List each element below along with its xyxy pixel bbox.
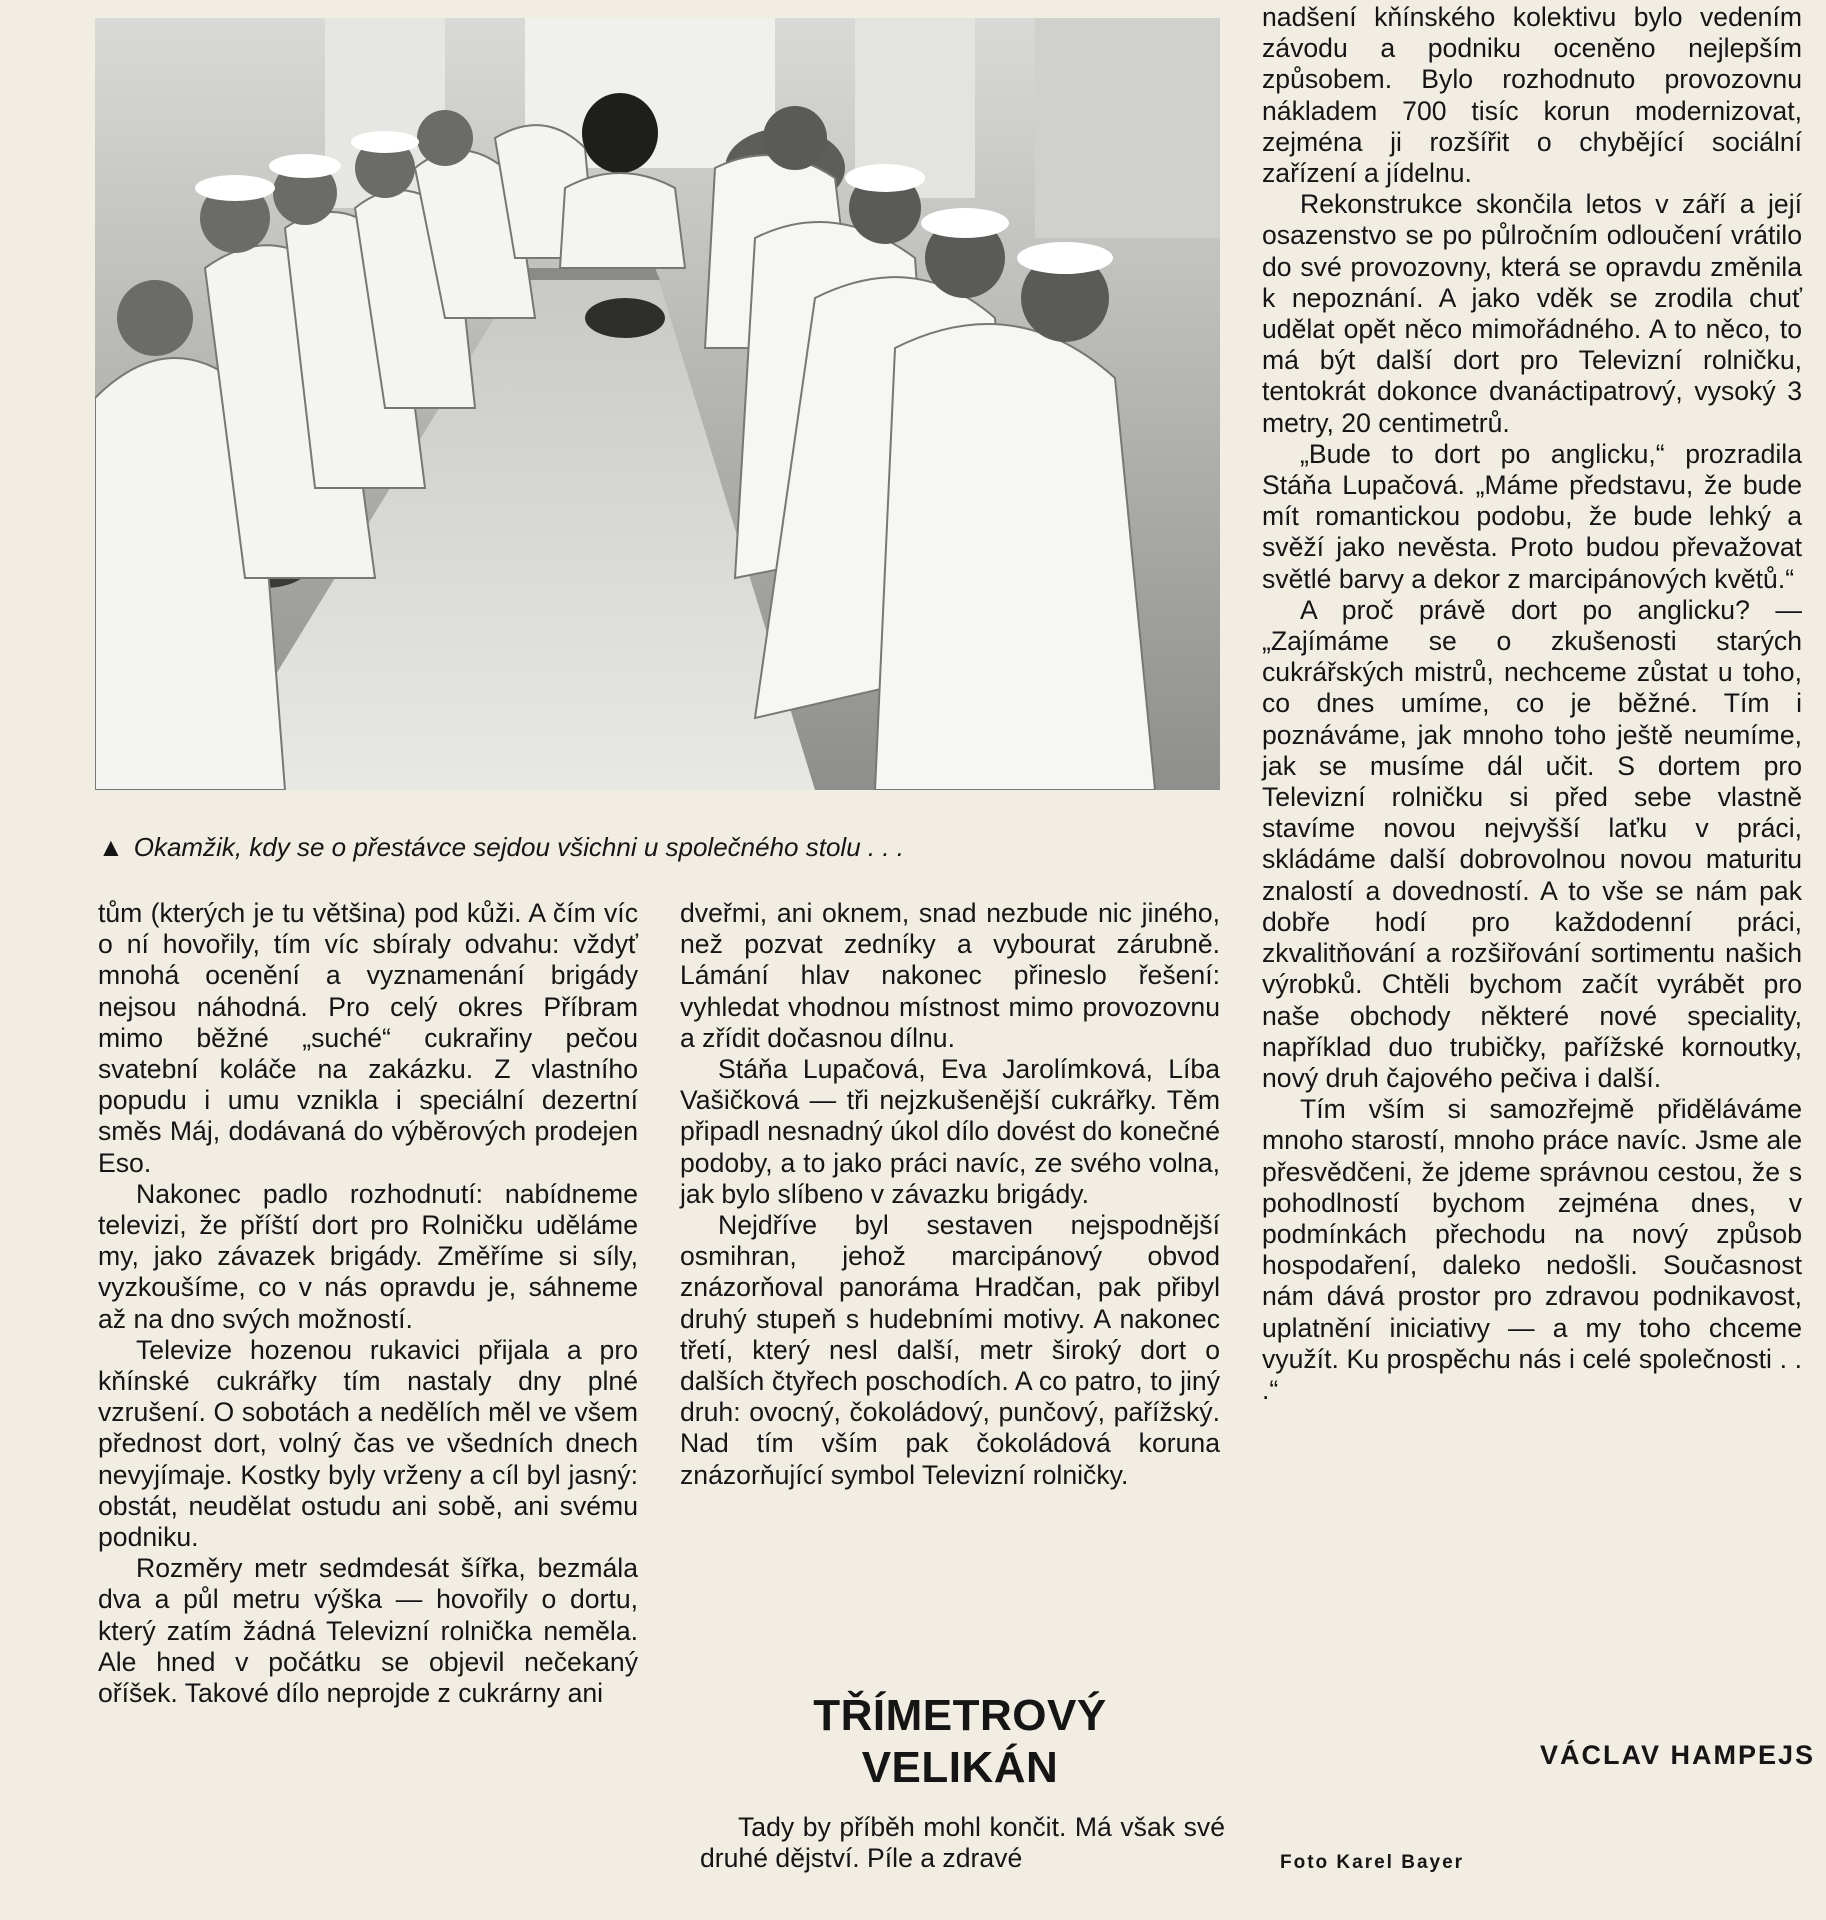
column-right: [1262, 2, 1802, 1406]
paragraph: Televize hozenou rukavici přijala a pro kňínské cukrářky tím nastaly dny plné vzrušení. O sobotách a nedělích měl ve všem přednost dort, volný čas ve všedních dnech nevyjímaje. Kostky byly vrženy a cíl byl jasný: obstát, neudělat ostudu ani sobě, ani svému podniku.: [98, 1334, 638, 1553]
paragraph: Nakonec padlo rozhodnutí: nabídneme televizi, že příští dort pro Rolničku uděláme my, jako závazek brigády. Změříme si síly, vyzkoušíme, co v nás opravdu je, sáhneme až na dno svých možností.: [98, 1178, 638, 1334]
paragraph: A proč právě dort po anglicku? — „Zajímáme se o zkušenosti starých cukrářských mistrů, nechceme zůstat u toho, co dnes umíme, co je běžné. Tím i poznáváme, jak mnoho toho ještě neumíme, jak se musíme dál učit. S dortem pro Televizní rolničku si před sebe vlastně stavíme novou nejvyšší laťku v práci, skládáme další dobrovolnou novou maturitu znalostí a dovedností. A to vše se nám pak dobře hodí pro každodenní práci, zkvalitňování a rozšiřování sortimentu našich výrobků. Chtěli bychom začít vyrábět pro naše obchody některé nové speciality, například duo trubičky, pařížské kornoutky, nový druh čajového pečiva i další.: [1262, 594, 1802, 1093]
column-left: [98, 898, 638, 1709]
article-headline: [700, 1690, 1220, 1794]
paragraph: dveřmi, ani oknem, snad nezbude nic jiného, než pozvat zedníky a vybourat zárubně. Lámání hlav nakonec přineslo řešení: vyhledat vhodnou místnost mimo provozovnu a zřídit dočasnou dílnu.: [680, 898, 1220, 1053]
caption-triangle-icon: ▲: [98, 832, 124, 862]
headline-line-1: TŘÍMETROVÝ: [813, 1691, 1107, 1740]
caption-text: Okamžik, kdy se o přestávce sejdou všichni u společného stolu . . .: [133, 832, 904, 862]
photo-caption: [98, 830, 1218, 864]
photo-illustration: [95, 18, 1220, 790]
column-middle: [680, 898, 1220, 1491]
paragraph: tům (kterých je tu většina) pod kůži. A čím víc o ní hovořily, tím víc sbíraly odvahu: vždyť mnohá ocenění a vyznamenání brigády nejsou náhodná. Pro celý okres Příbram mimo běžné „suché“ cukrařiny pečou svatební koláče na zakázku. Z vlastního popudu i umu vznikla i speciální dezertní směs Máj, dodávaná do výběrových prodejen Eso.: [98, 898, 638, 1178]
photo-credit: Foto Karel Bayer: [1280, 1852, 1465, 1873]
author-byline: VÁCLAV HAMPEJS: [1539, 1740, 1815, 1770]
paragraph: Tady by příběh mohl končit. Má však své druhé dějství. Píle a zdravé: [700, 1812, 1225, 1874]
paragraph: Nejdříve byl sestaven nejspodnější osmihran, jehož marcipánový obvod znázorňoval panoráma Hradčan, pak přibyl druhý stupeň s hudebními motivy. A nakonec třetí, který nesl další, metr široký dort o dalších čtyřech poschodích. A co patro, to jiný druh: ovocný, čokoládový, punčový, pařížský. Nad tím vším pak čokoládová koruna znázorňující symbol Televizní rolničky.: [680, 1210, 1220, 1490]
paragraph: Tím vším si samozřejmě přiděláváme mnoho starostí, mnoho práce navíc. Jsme ale přesvědčeni, že jdeme správnou cestou, že s pohodlností bychom zejména dnes, v podmínkách přechodu na nový způsob hospodaření, daleko nedošli. Současnost nám dává prostor pro zdravou podnikavost, uplatnění iniciativy — a my toho chceme využít. Ku prospěchu nás i celé společnosti . . .“: [1262, 1094, 1802, 1405]
paragraph: Rozměry metr sedmdesát šířka, bezmála dva a půl metru výška — hovořily o dortu, který zatím žádná Televizní rolnička neměla. Ale hned v počátku se objevil nečekaný oříšek. Takové dílo neprojde z cukrárny ani: [98, 1553, 638, 1709]
paragraph: Rekonstrukce skončila letos v září a její osazenstvo se po půlročním odloučení vrátilo do své provozovny, která se opravdu změnila k nepoznání. A jako vděk se zrodila chuť udělat opět něco mimořádného. A to něco, to má být další dort pro Televizní rolničku, tentokrát dokonce dvanáctipatrový, vysoký 3 metry, 20 centimetrů.: [1262, 189, 1802, 438]
paragraph: „Bude to dort po anglicku,“ prozradila Stáňa Lupačová. „Máme představu, že bude mít romantickou podobu, že bude lehký a svěží jako nevěsta. Proto budou převažovat světlé barvy a dekor z marcipánových květů.“: [1262, 438, 1802, 594]
column-middle-continuation: [700, 1812, 1225, 1874]
paragraph: Stáňa Lupačová, Eva Jarolímková, Líba Vašičková — tři nejzkušenější cukrářky. Těm připadl nesnadný úkol dílo dovést do konečné podoby, a to jako práci navíc, ze svého volna, jak bylo slíbeno v závazku brigády.: [680, 1054, 1220, 1209]
paragraph: nadšení kňínského kolektivu bylo vedením závodu a podniku oceněno nejlepším způsobem. Bylo rozhodnuto provozovnu nákladem 700 tisíc korun modernizovat, zejména ji rozšířit o chybějící sociální zařízení a jídelnu.: [1262, 2, 1802, 189]
article-photo: [95, 18, 1220, 790]
headline-line-2: VELIKÁN: [861, 1743, 1059, 1792]
